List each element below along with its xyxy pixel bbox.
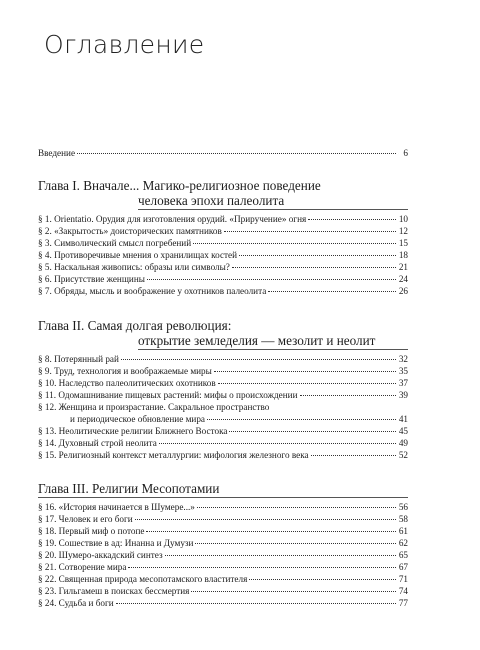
toc-page-number: 52 — [398, 450, 408, 460]
toc-entry[interactable] — [38, 585, 408, 597]
toc-page-number: 35 — [398, 366, 408, 376]
toc-page-number: 71 — [398, 574, 408, 584]
toc-entry[interactable] — [38, 525, 408, 537]
toc-page-number: 21 — [398, 262, 408, 272]
toc-entry[interactable] — [38, 573, 408, 585]
toc-page-number: 58 — [398, 514, 408, 524]
dot-leader — [229, 431, 396, 432]
dot-leader — [268, 291, 396, 292]
dot-leader — [249, 579, 396, 580]
toc-page-number: 37 — [398, 378, 408, 388]
toc-page-number: 26 — [398, 286, 408, 296]
dot-leader — [146, 531, 396, 532]
toc-entry-label: § 14. Духовный строй неолита — [38, 438, 157, 448]
dot-leader — [191, 591, 396, 592]
dot-leader — [239, 255, 396, 256]
toc-entry[interactable] — [38, 353, 408, 365]
toc-entry-label: Введение — [38, 148, 76, 158]
toc-entry-label: § 17. Человек и его боги — [38, 514, 133, 524]
toc-entry-label: § 2. «Закрытость» доисторических памятников — [38, 226, 222, 236]
toc-entry-label: § 6. Присутствие женщины — [38, 274, 145, 284]
toc-entry[interactable] — [38, 537, 408, 549]
toc-entry-label: § 9. Труд, технология и воображаемые миры — [38, 366, 212, 376]
toc-page-number: 67 — [398, 562, 408, 572]
toc-entry-label: § 16. «История начинается в Шумере...» — [38, 502, 195, 512]
toc-entry-label: § 22. Священная природа месопотамского властителя — [38, 574, 248, 584]
toc-entry[interactable] — [38, 549, 408, 561]
toc-page-number: 61 — [398, 526, 408, 536]
toc-page-number: 15 — [398, 238, 408, 248]
toc-entry-label: § 20. Шумеро-аккадский синтез — [38, 550, 163, 560]
chapter-2-heading-cont: открытие земледелия — мезолит и неолит — [138, 333, 376, 348]
dot-leader — [121, 359, 396, 360]
toc-page-number: 45 — [398, 426, 408, 436]
toc-page-number: 6 — [403, 148, 408, 158]
toc-entry-label: § 5. Наскальная живопись: образы или символы? — [38, 262, 230, 272]
dot-leader — [308, 219, 396, 220]
dot-leader — [77, 153, 396, 154]
toc-entry-label: § 4. Противоречивые мнения о хранилищах костей — [38, 250, 238, 260]
page-title: Оглавление — [44, 30, 205, 59]
dot-leader — [195, 543, 396, 544]
toc-entry[interactable] — [38, 213, 408, 225]
toc-entry[interactable] — [38, 597, 408, 609]
dot-leader — [218, 383, 396, 384]
dot-leader — [116, 603, 396, 604]
dot-leader — [135, 519, 396, 520]
toc-page-number: 12 — [398, 226, 408, 236]
toc-entry-label: § 21. Сотворение мира — [38, 562, 127, 572]
toc-entry[interactable] — [38, 365, 408, 377]
toc-entry-label: § 1. Orientatio. Орудия для изготовления орудий. «Приручение» огня — [38, 214, 307, 224]
toc-entry[interactable] — [38, 285, 408, 297]
toc-entry-label: § 23. Гильгамеш в поисках бессмертия — [38, 586, 190, 596]
toc-entry-intro[interactable] — [38, 147, 408, 159]
toc-entry-label: § 7. Обряды, мысль и воображение у охотников палеолита — [38, 286, 267, 296]
toc-entry[interactable] — [38, 513, 408, 525]
toc-entry-label: § 10. Наследство палеолитических охотников — [38, 378, 216, 388]
toc-entry-label-cont: и периодическое обновление мира — [70, 414, 205, 424]
dot-leader — [147, 279, 396, 280]
toc-page-number: 74 — [398, 586, 408, 596]
dot-leader — [165, 555, 396, 556]
toc-entry-label: § 24. Судьба и боги — [38, 598, 114, 608]
toc-page-number: 32 — [398, 354, 408, 364]
dot-leader — [224, 231, 396, 232]
dot-leader — [197, 507, 396, 508]
toc-page-number: 77 — [398, 598, 408, 608]
chapter-1-heading: Глава I. Вначале... Магико-религиозное поведение — [38, 178, 321, 193]
toc-entry-label: § 12. Женщина и произрастание. Сакральное пространство — [38, 402, 270, 412]
chapter-1-rule — [138, 209, 408, 210]
toc-entry-label: § 19. Сошествие в ад: Инанна и Думузи — [38, 538, 194, 548]
toc-page-number: 41 — [398, 414, 408, 424]
dot-leader — [311, 455, 396, 456]
toc-entry-label: § 8. Потерянный рай — [38, 354, 119, 364]
toc-page-number: 56 — [398, 502, 408, 512]
toc-entry-label: § 13. Неолитические религии Ближнего Востока — [38, 426, 228, 436]
toc-page-number: 65 — [398, 550, 408, 560]
dot-leader — [128, 567, 396, 568]
chapter-1-heading-cont: человека эпохи палеолита — [138, 193, 285, 208]
dot-leader — [159, 443, 396, 444]
toc-page-number: 18 — [398, 250, 408, 260]
toc-entry[interactable] — [38, 261, 408, 273]
chapter-2-rule — [138, 349, 408, 350]
chapter-3-rule — [38, 497, 408, 498]
toc-entry[interactable] — [38, 273, 408, 285]
toc-entry-label: § 3. Символический смысл погребений — [38, 238, 192, 248]
toc-entry-continuation[interactable] — [38, 413, 408, 425]
chapter-2-heading: Глава II. Самая долгая революция: — [38, 318, 232, 333]
toc-entry[interactable] — [38, 437, 408, 449]
toc-page-number: 49 — [398, 438, 408, 448]
dot-leader — [232, 267, 396, 268]
toc-entry-label: § 11. Одомашнивание пищевых растений: мифы о происхождении — [38, 390, 298, 400]
toc-page-number: 39 — [398, 390, 408, 400]
toc-entry[interactable] — [38, 425, 408, 437]
toc-entry-label: § 15. Религиозный контекст металлургии: мифология железного века — [38, 450, 309, 460]
dot-leader — [300, 395, 397, 396]
toc-entry-label: § 18. Первый миф о потопе — [38, 526, 145, 536]
toc-entry[interactable] — [38, 561, 408, 573]
toc-entry[interactable] — [38, 401, 408, 413]
toc-entry[interactable] — [38, 249, 408, 261]
toc-page-number: 62 — [398, 538, 408, 548]
toc-entry[interactable] — [38, 225, 408, 237]
toc-entry[interactable] — [38, 237, 408, 249]
chapter-3-heading: Глава III. Религии Месопотамии — [38, 481, 220, 496]
toc-entry[interactable] — [38, 377, 408, 389]
dot-leader — [214, 371, 396, 372]
toc-page-number: 10 — [398, 214, 408, 224]
dot-leader — [207, 419, 396, 420]
toc-entry[interactable] — [38, 449, 408, 461]
toc-page-number: 24 — [398, 274, 408, 284]
toc-entry[interactable] — [38, 501, 408, 513]
toc-entry[interactable] — [38, 389, 408, 401]
dot-leader — [193, 243, 396, 244]
